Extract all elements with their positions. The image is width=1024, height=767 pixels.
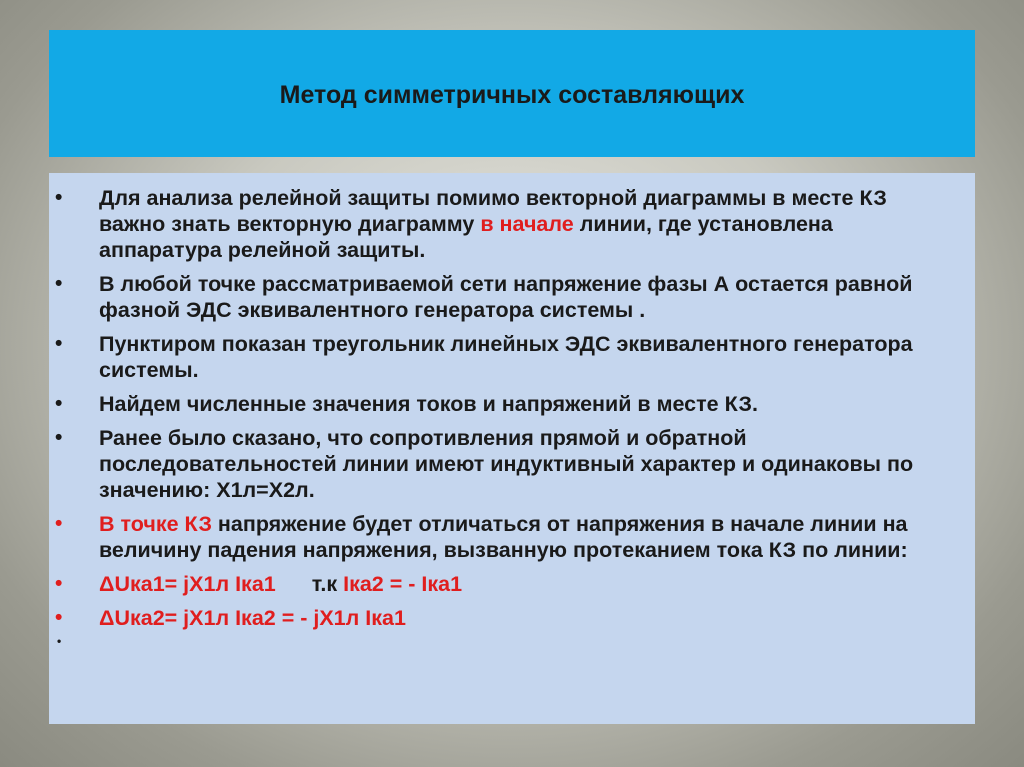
formula-note: т.к [311, 572, 338, 596]
bullet-item [55, 331, 945, 383]
bullet-item [55, 571, 945, 597]
content-panel [49, 173, 975, 724]
bullet-item [55, 425, 945, 503]
bullet-item [55, 605, 945, 631]
bullet-dot: • [55, 392, 63, 415]
bullet-dot: • [55, 426, 63, 449]
bullet-dot: • [55, 606, 63, 629]
bullet-text: линии, где установлена аппаратура релейной защиты. [99, 212, 833, 262]
bullet-item [55, 511, 945, 563]
highlight-text: В точке КЗ [99, 512, 212, 536]
bullet-text: Для анализа релейной защиты помимо векторной диаграммы в месте КЗ важно знать векторную диаграмму [99, 186, 887, 236]
bullet-text: В любой точке рассматриваемой сети напряжение фазы А остается равной фазной ЭДС эквивалентного генератора системы . [99, 272, 913, 322]
title-band [49, 30, 975, 157]
slide-title: Метод симметричных составляющих [279, 81, 745, 109]
formula-text: ΔUка1= jХ1л Iка1 [99, 572, 276, 596]
formula-text: ΔUка2= jХ1л Iка2 = - jХ1л Iка1 [99, 606, 406, 630]
bullet-dot: • [55, 572, 63, 595]
bullet-list [49, 173, 975, 648]
formula-text: Iка2 = - Iка1 [343, 572, 463, 596]
bullet-text: Ранее было сказано, что сопротивления прямой и обратной последовательностей линии имеют индуктивный характер и одинаковы по значению: Х1л=Х2л. [99, 426, 914, 502]
bullet-item [55, 391, 945, 417]
bullet-text: напряжение будет отличаться от напряжения в начале линии на величину падения напряжения, вызванную протеканием тока КЗ по линии: [99, 512, 908, 562]
bullet-text: Пунктиром показан треугольник линейных ЭДС эквивалентного генератора системы. [99, 332, 913, 382]
bullet-dot: • [55, 186, 63, 209]
bullet-dot: • [55, 272, 63, 295]
highlight-text: в начале [480, 212, 574, 236]
bullet-item [55, 185, 945, 263]
bullet-item [55, 271, 945, 323]
bullet-text: Найдем численные значения токов и напряжений в месте КЗ. [99, 392, 758, 416]
bullet-dot: • [55, 332, 63, 355]
bullet-dot: • [57, 634, 62, 648]
bullet-dot: • [55, 512, 63, 535]
